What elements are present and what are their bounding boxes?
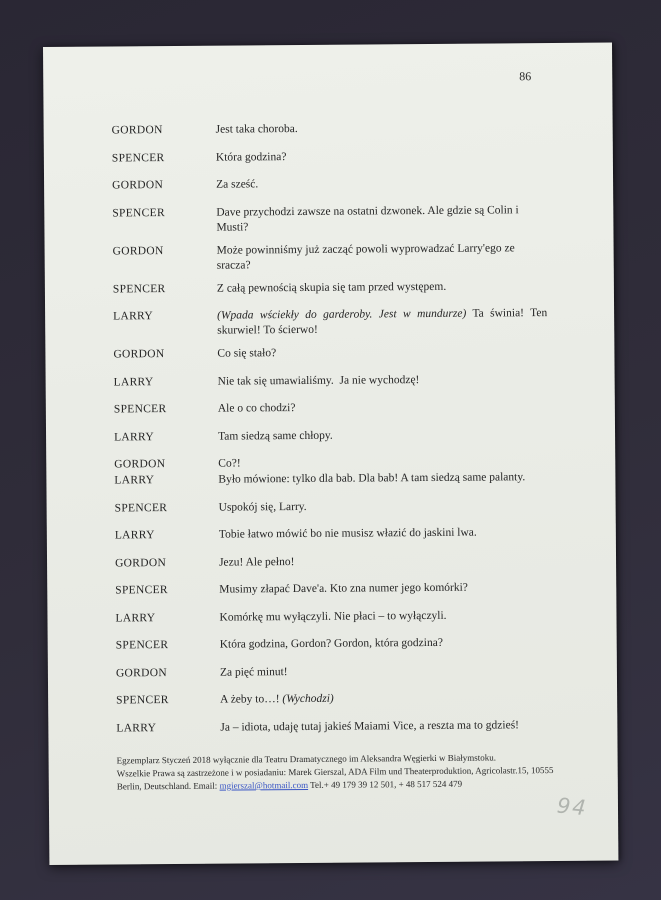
dialogue-text-line: Nie tak się umawialiśmy. Ja nie wychodzę! [217, 373, 420, 388]
dialogue-text-line: Może powinniśmy już zacząć powoli wyprowadzać Larry'ego ze [216, 241, 515, 257]
dialogue-text-line: Z całą pewnością skupia się tam przed występem. [216, 280, 447, 295]
dialogue-text [220, 635, 572, 653]
dialogue-text-line: Było mówione: tylko dla bab. Dla bab! A tam siedzą same palanty. [218, 471, 526, 486]
dialogue-text [217, 278, 569, 296]
dialogue-text-line: Za sześć. [216, 178, 259, 191]
footer-line-3-suffix: Tel.+ 49 179 39 12 501, + 48 517 524 479 [308, 778, 463, 790]
dialogue-text-line: Co?! [218, 457, 241, 470]
dialogue-row [116, 635, 572, 654]
dialogue-text-line: Ja – idiota, udaję tutaj jakieś Maiami Vice, a reszta ma to gdzieś! [220, 718, 520, 734]
dialogue-text-line: Która godzina, Gordon? Gordon, która godzina? [219, 636, 443, 651]
speaker-name: GORDON [115, 556, 167, 569]
dialogue-row [116, 662, 572, 681]
dialogue-row [115, 580, 571, 599]
dialogue-text [217, 306, 569, 339]
speaker-name: GORDON [115, 666, 167, 679]
dialogue-text-line: Jest taka choroba. [215, 123, 298, 136]
dialogue-text [220, 690, 572, 708]
dialogue-row [113, 344, 569, 363]
dialogue-row [114, 470, 570, 489]
script-page [43, 43, 618, 865]
dialogue-row [116, 717, 572, 736]
dialogue-text [219, 525, 571, 543]
dialogue-list [112, 120, 573, 749]
speaker-name: SPENCER [111, 151, 165, 164]
dialogue-text [216, 147, 568, 165]
dialogue-text [219, 607, 571, 625]
dialogue-text [220, 717, 572, 735]
dialogue-text-line: Uspokój się, Larry. [218, 500, 307, 514]
dialogue-text-line: Komórkę mu wyłączyli. Nie płaci – to wyłączyli. [219, 609, 447, 624]
dialogue-text [220, 662, 572, 680]
handwritten-number: 94 [555, 793, 589, 821]
dialogue-text [216, 202, 568, 235]
dialogue-row [114, 399, 570, 418]
footer-line-2: Wszelkie Prawa są zastrzeżone i w posiadaniu: Marek Gierszal, ADA Film und Theaterproduktion, Agricolastr.15, 10555 [116, 765, 554, 779]
dialogue-text-line: sracza? [216, 258, 251, 272]
dialogue-text-line: skurwiel! To ścierwo! [217, 323, 318, 337]
dialogue-row [114, 371, 570, 390]
speaker-name: SPENCER [115, 584, 168, 597]
footer-line-1: Egzemplarz Styczeń 2018 wyłącznie dla Teatru Dramatycznego im Aleksandra Węgierki w Białymstoku. [116, 752, 497, 766]
speaker-name: LARRY [115, 611, 156, 624]
dialogue-row [113, 278, 569, 297]
dialogue-text [218, 371, 570, 389]
footer-line-3-prefix: Berlin, Deutschland. Email: [116, 780, 220, 792]
dialogue-text-line: Jezu! Ale pełno! [219, 555, 295, 569]
dialogue-text [219, 552, 571, 570]
dialogue-text [216, 120, 568, 138]
dialogue-text [218, 426, 570, 444]
dialogue-row [112, 175, 568, 194]
speaker-name: LARRY [116, 721, 157, 734]
speaker-name: LARRY [114, 474, 155, 487]
dialogue-text-line: Dave przychodzi zawsze na ostatni dzwonek. Ale gdzie są Colin i [216, 203, 519, 219]
speaker-name: SPENCER [112, 206, 165, 219]
dialogue-text [218, 399, 570, 417]
dialogue-text [218, 470, 570, 488]
dialogue-row [112, 147, 568, 166]
speaker-name: GORDON [112, 244, 164, 257]
dialogue-row [116, 690, 572, 709]
speaker-name: SPENCER [113, 403, 167, 416]
dialogue-text [217, 344, 569, 362]
speaker-name: LARRY [113, 375, 154, 388]
dialogue-text-line: Tam siedzą same chłopy. [218, 429, 333, 443]
speaker-name: GORDON [112, 179, 164, 192]
dialogue-text-line: Ale o co chodzi? [217, 402, 296, 415]
page-number: 86 [519, 69, 532, 84]
speaker-name: SPENCER [116, 694, 169, 707]
dialogue-text [216, 175, 568, 193]
dialogue-text [218, 454, 570, 472]
speaker-name: GORDON [114, 458, 166, 471]
speaker-name: SPENCER [114, 501, 168, 514]
dialogue-row [113, 306, 569, 340]
dialogue-text [217, 240, 569, 273]
dialogue-row [115, 607, 571, 626]
speaker-name: LARRY [113, 310, 154, 323]
dialogue-text-line: Co się stało? [217, 347, 277, 360]
dialogue-row [112, 120, 568, 139]
dialogue-row [113, 240, 569, 274]
dialogue-text [219, 580, 571, 598]
email-link[interactable]: mgierszal@hotmail.com [219, 779, 309, 791]
dialogue-text-line: Musti? [216, 220, 249, 234]
dialogue-text [219, 497, 571, 515]
speaker-name: LARRY [114, 529, 155, 542]
dialogue-text-line: A żeby to…! (Wychodzi) [220, 692, 334, 706]
speaker-name: SPENCER [115, 639, 169, 652]
speaker-name: GORDON [111, 124, 163, 137]
dialogue-row [112, 202, 568, 236]
dialogue-row [115, 497, 571, 516]
dialogue-text-line: (Wpada wściekły do garderoby. Jest w mundurze) Ta świnia! Ten [217, 307, 548, 322]
dialogue-row [115, 525, 571, 544]
speaker-name: GORDON [113, 348, 165, 361]
speaker-name: LARRY [114, 430, 154, 443]
copyright-footer [117, 751, 617, 794]
dialogue-text-line: Tobie łatwo mówić bo nie musisz włazić do jaskini lwa. [218, 526, 477, 541]
dialogue-row [114, 426, 570, 445]
footer-line-3 [117, 777, 617, 794]
speaker-name: SPENCER [112, 282, 166, 295]
dialogue-row [115, 552, 571, 571]
dialogue-text-line: Która godzina? [215, 150, 287, 164]
dialogue-text-line: Musimy złapać Dave'a. Kto zna numer jego komórki? [219, 581, 468, 596]
dialogue-text-line: Za pięć minut! [219, 665, 288, 679]
